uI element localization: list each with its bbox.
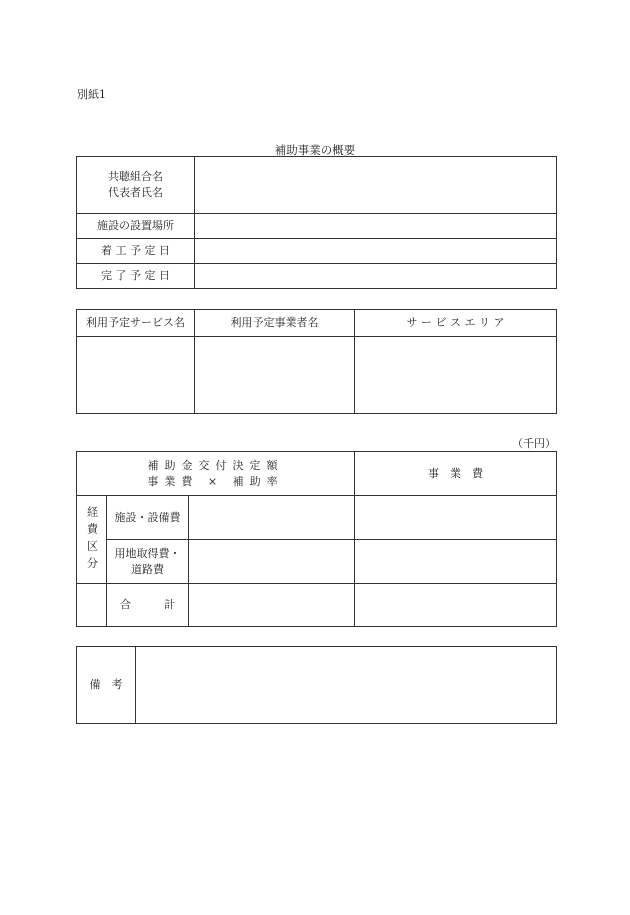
service-area-header: サ ー ビ ス エ リ ア [355, 310, 557, 337]
representative-name-label: 代表者氏名 [108, 186, 163, 199]
cost-table [76, 451, 557, 627]
total-grant-field[interactable] [189, 584, 355, 627]
land-cost-field[interactable] [355, 540, 557, 584]
location-label: 施設の設置場所 [77, 214, 195, 239]
group-representative-field[interactable] [195, 157, 557, 214]
completion-date-field[interactable] [195, 264, 557, 289]
total-label: 合 計 [107, 584, 189, 627]
facility-cost-label: 施設・設備費 [107, 496, 189, 540]
provider-name-field[interactable] [195, 337, 355, 414]
expense-category-label: 経費区分 [85, 505, 99, 574]
service-name-field[interactable] [77, 337, 195, 414]
start-date-label: 着 工 予 定 日 [77, 239, 195, 264]
document-title: 補助事業の概要 [274, 143, 356, 157]
location-field[interactable] [195, 214, 557, 239]
expense-category-cell [77, 496, 107, 584]
land-cost-label: 用地取得費・ [114, 546, 181, 560]
remarks-label: 備 考 [77, 647, 136, 724]
start-date-field[interactable] [195, 239, 557, 264]
total-cost-field[interactable] [355, 584, 557, 627]
attachment-label: 別紙1 [77, 88, 106, 101]
facility-grant-field[interactable] [189, 496, 355, 540]
remarks-table [76, 646, 557, 724]
service-name-header: 利用予定サービス名 [77, 310, 195, 337]
remarks-field[interactable] [136, 647, 557, 724]
facility-cost-field[interactable] [355, 496, 557, 540]
provider-name-header: 利用予定事業者名 [195, 310, 355, 337]
land-road-cost-label [107, 540, 189, 584]
road-cost-label: 道路費 [131, 562, 164, 576]
service-area-field[interactable] [355, 337, 557, 414]
service-table [76, 309, 557, 414]
grant-amount-header [77, 452, 355, 496]
group-representative-label [77, 157, 195, 214]
completion-date-label: 完 了 予 定 日 [77, 264, 195, 289]
group-name-label: 共聴組合名 [108, 170, 163, 183]
grant-amount-label: 補助金交付決定額 [147, 458, 284, 472]
cost-times-rate-label: 事業費 × 補助率 [147, 474, 284, 488]
unit-label: （千円） [512, 437, 556, 450]
overview-table [76, 156, 557, 289]
total-blank-cell [77, 584, 107, 627]
project-cost-header: 事 業 費 [355, 452, 557, 496]
land-grant-field[interactable] [189, 540, 355, 584]
